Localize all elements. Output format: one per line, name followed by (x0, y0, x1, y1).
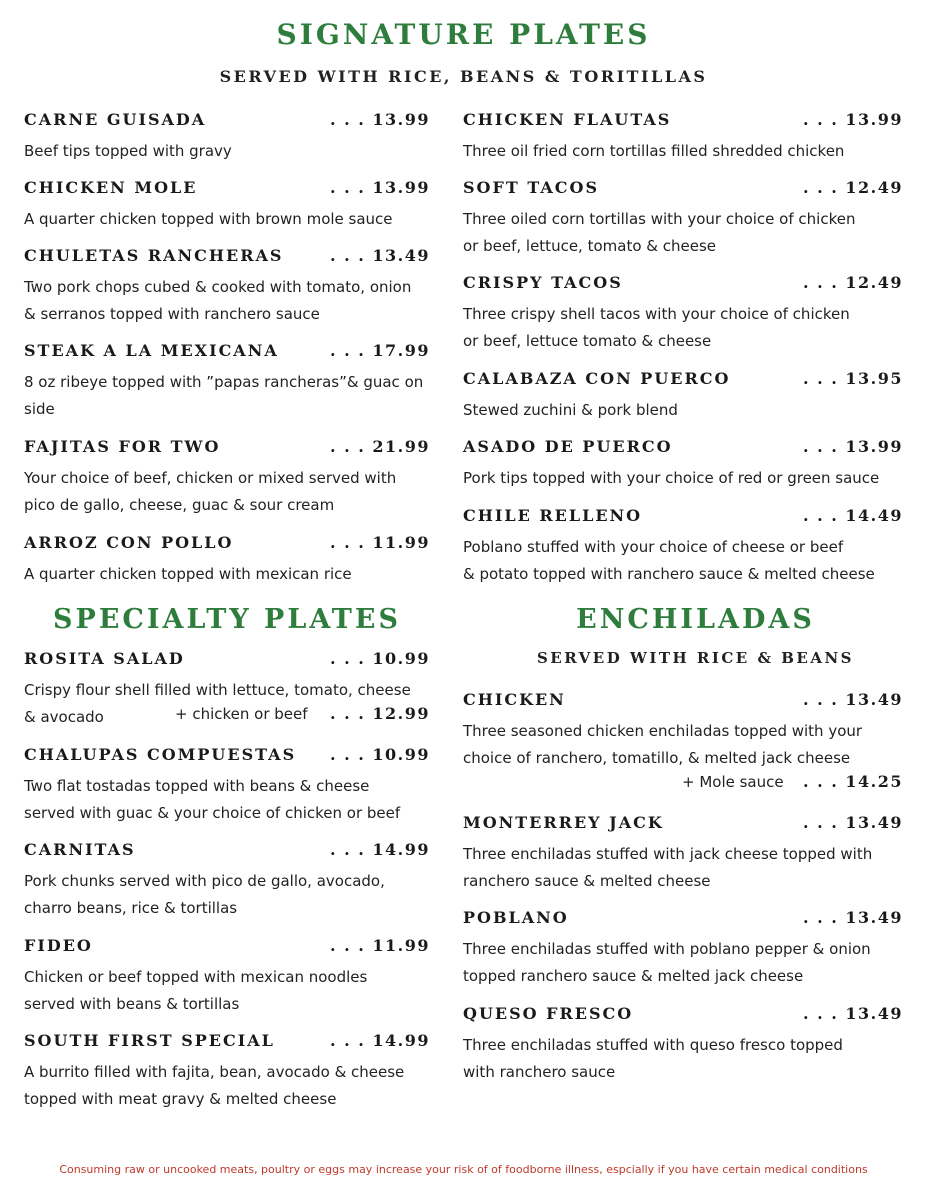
item-description (24, 868, 385, 922)
description-line: choice of ranchero, tomatillo, & melted jack cheese (463, 749, 851, 767)
item-description (24, 465, 396, 519)
item-description (463, 841, 872, 895)
item-description (24, 206, 393, 233)
item-name: CHALUPAS COMPUESTAS (24, 745, 297, 764)
description-line: served with guac & your choice of chicken or beef (24, 804, 401, 822)
item-description (463, 206, 855, 260)
item-name: CHICKEN (463, 690, 566, 709)
item-name: ROSITA SALAD (24, 649, 185, 668)
description-line: Three crispy shell tacos with your choice of chicken (463, 305, 850, 323)
description-line: Pork chunks served with pico de gallo, avocado, (24, 872, 385, 890)
item-price: . . . 21.99 (329, 437, 430, 456)
item-description (24, 773, 400, 827)
description-line: Three oil fried corn tortillas filled shredded chicken (463, 142, 845, 160)
menu-item-fajitas-for-two (24, 437, 430, 519)
description-line: A quarter chicken topped with brown mole sauce (24, 210, 393, 228)
menu-item-chicken-flautas (463, 110, 903, 165)
description-line: side (24, 400, 55, 418)
item-name: QUESO FRESCO (463, 1004, 634, 1023)
description-line: Poblano stuffed with your choice of cheese or beef (463, 538, 844, 556)
specialty-title: SPECIALTY PLATES (53, 604, 401, 635)
description-line: Chicken or beef topped with mexican noodles (24, 968, 368, 986)
description-line: or beef, lettuce tomato & cheese (463, 332, 712, 350)
menu-item-chicken-mole (24, 178, 430, 233)
menu-item-arroz-con-pollo (24, 533, 430, 588)
menu-item-soft-tacos (463, 178, 903, 260)
menu-item-chicken-enchiladas (463, 690, 903, 800)
addon-label: + chicken or beef (175, 705, 308, 723)
item-name: SOFT TACOS (463, 178, 599, 197)
item-name: CHICKEN MOLE (24, 178, 198, 197)
addon-label: + Mole sauce (682, 773, 784, 791)
description-line: 8 oz ribeye topped with ”papas rancheras”& guac on (24, 373, 424, 391)
description-line: & potato topped with ranchero sauce & melted cheese (463, 565, 875, 583)
item-name: FAJITAS FOR TWO (24, 437, 221, 456)
description-line: & avocado (24, 708, 104, 726)
menu-item-carnitas (24, 840, 430, 922)
enchiladas-title: ENCHILADAS (576, 604, 815, 635)
description-line: Two flat tostadas topped with beans & cheese (24, 777, 370, 795)
item-name: CARNE GUISADA (24, 110, 207, 129)
menu-item-monterrey-jack (463, 813, 903, 895)
item-price: . . . 13.49 (329, 246, 430, 265)
menu-item-chalupas-compuestas (24, 745, 430, 827)
menu-item-fideo (24, 936, 430, 1018)
menu-item-crispy-tacos (463, 273, 903, 355)
item-name: CALABAZA CON PUERCO (463, 369, 731, 388)
description-line: topped ranchero sauce & melted jack cheese (463, 967, 804, 985)
item-description (463, 936, 871, 990)
item-description (463, 465, 879, 492)
menu-item-calabaza-con-puerco (463, 369, 903, 424)
menu-item-chile-relleno (463, 506, 903, 588)
item-description (24, 561, 352, 588)
signature-title: SIGNATURE PLATES (276, 18, 651, 51)
menu-item-steak-a-la-mexicana (24, 341, 430, 423)
item-price: . . . 11.99 (329, 936, 430, 955)
item-price: . . . 13.49 (802, 690, 903, 709)
description-line: Beef tips topped with gravy (24, 142, 232, 160)
description-line: Pork tips topped with your choice of red or green sauce (463, 469, 880, 487)
menu-item-poblano (463, 908, 903, 990)
item-description (463, 397, 678, 424)
description-line: with ranchero sauce (463, 1063, 616, 1081)
description-line: charro beans, rice & tortillas (24, 899, 238, 917)
addon-price: . . . 14.25 (802, 772, 903, 791)
item-name: CHULETAS RANCHERAS (24, 246, 284, 265)
item-price: . . . 13.99 (802, 110, 903, 129)
item-price: . . . 12.49 (802, 178, 903, 197)
item-name: MONTERREY JACK (463, 813, 664, 832)
item-price: . . . 13.99 (802, 437, 903, 456)
item-description (24, 274, 411, 328)
description-line: Three enchiladas stuffed with queso fresco topped (463, 1036, 843, 1054)
item-price: . . . 10.99 (329, 649, 430, 668)
enchiladas-subtitle: SERVED WITH RICE & BEANS (536, 649, 855, 667)
item-name: CRISPY TACOS (463, 273, 623, 292)
item-price: . . . 13.99 (329, 110, 430, 129)
description-line: Three enchiladas stuffed with jack cheese topped with (463, 845, 873, 863)
item-price: . . . 14.99 (329, 840, 430, 859)
item-price: . . . 17.99 (329, 341, 430, 360)
item-price: . . . 10.99 (329, 745, 430, 764)
description-line: Crispy flour shell filled with lettuce, tomato, cheese (24, 681, 411, 699)
menu-item-asado-de-puerco (463, 437, 903, 492)
menu-item-rosita-salad (24, 649, 430, 731)
item-price: . . . 13.49 (802, 813, 903, 832)
item-name: ARROZ CON POLLO (24, 533, 234, 552)
description-line: Three oiled corn tortillas with your choice of chicken (463, 210, 856, 228)
item-price: . . . 13.49 (802, 908, 903, 927)
item-name: FIDEO (24, 936, 93, 955)
description-line: Your choice of beef, chicken or mixed served with (24, 469, 397, 487)
item-description (463, 1032, 843, 1086)
description-line: & serranos topped with ranchero sauce (24, 305, 320, 323)
item-price: . . . 12.49 (802, 273, 903, 292)
item-price: . . . 14.49 (802, 506, 903, 525)
item-description (24, 964, 367, 1018)
description-line: Three enchiladas stuffed with poblano pepper & onion (463, 940, 871, 958)
item-description (24, 138, 232, 165)
item-description (463, 301, 850, 355)
description-line: Three seasoned chicken enchiladas topped with your (463, 722, 863, 740)
item-description (24, 369, 423, 423)
item-name: CHILE RELLENO (463, 506, 643, 525)
description-line: Two pork chops cubed & cooked with tomato, onion (24, 278, 412, 296)
addon-price: . . . 12.99 (329, 704, 430, 723)
description-line: served with beans & tortillas (24, 995, 240, 1013)
item-price: . . . 13.99 (329, 178, 430, 197)
item-name: SOUTH FIRST SPECIAL (24, 1031, 275, 1050)
item-description (463, 718, 862, 772)
item-name: CARNITAS (24, 840, 136, 859)
menu-item-chuletas-rancheras (24, 246, 430, 328)
item-price: . . . 11.99 (329, 533, 430, 552)
item-description (463, 138, 844, 165)
menu-item-queso-fresco (463, 1004, 903, 1086)
item-price: . . . 14.99 (329, 1031, 430, 1050)
description-line: Stewed zuchini & pork blend (463, 401, 678, 419)
item-description (463, 534, 875, 588)
description-line: topped with meat gravy & melted cheese (24, 1090, 337, 1108)
description-line: pico de gallo, cheese, guac & sour cream (24, 496, 335, 514)
description-line: or beef, lettuce, tomato & cheese (463, 237, 716, 255)
item-name: ASADO DE PUERCO (463, 437, 673, 456)
item-price: . . . 13.49 (802, 1004, 903, 1023)
description-line: A burrito filled with fajita, bean, avocado & cheese (24, 1063, 405, 1081)
item-name: POBLANO (463, 908, 569, 927)
menu-item-south-first-special (24, 1031, 430, 1113)
item-name: STEAK A LA MEXICANA (24, 341, 279, 360)
signature-subtitle: SERVED WITH RICE, BEANS & TORITILLAS (219, 67, 708, 86)
description-line: ranchero sauce & melted cheese (463, 872, 711, 890)
health-disclaimer: Consuming raw or uncooked meats, poultry or eggs may increase your risk of of foodborne illness, espcially if you have certain medical conditions (59, 1163, 868, 1176)
menu-item-carne-guisada (24, 110, 430, 165)
item-price: . . . 13.95 (802, 369, 903, 388)
item-description (24, 1059, 404, 1113)
item-name: CHICKEN FLAUTAS (463, 110, 672, 129)
description-line: A quarter chicken topped with mexican rice (24, 565, 352, 583)
